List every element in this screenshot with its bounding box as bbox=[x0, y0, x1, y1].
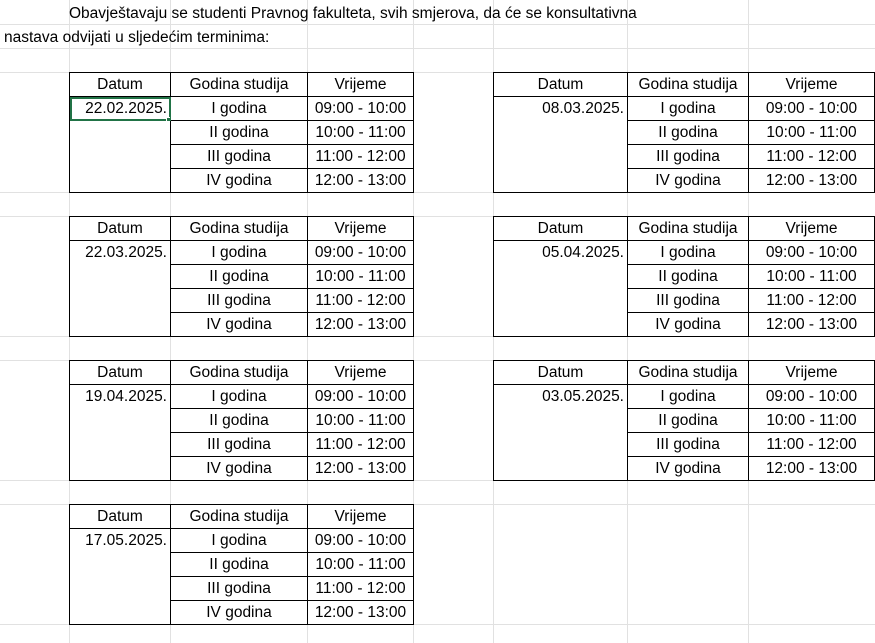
time-cell[interactable]: 12:00 - 13:00 bbox=[308, 457, 414, 481]
study-year-cell[interactable]: I godina bbox=[628, 97, 749, 121]
study-year-cell[interactable]: III godina bbox=[171, 289, 308, 313]
time-cell[interactable]: 11:00 - 12:00 bbox=[308, 145, 414, 169]
time-cell[interactable]: 11:00 - 12:00 bbox=[749, 145, 875, 169]
time-cell[interactable]: 12:00 - 13:00 bbox=[749, 457, 875, 481]
study-year-cell[interactable]: IV godina bbox=[171, 601, 308, 625]
header-vrijeme[interactable]: Vrijeme bbox=[749, 73, 875, 97]
date-cell[interactable]: 08.03.2025. bbox=[494, 97, 628, 121]
header-datum[interactable]: Datum bbox=[70, 217, 171, 241]
empty-date-cell[interactable] bbox=[70, 169, 171, 193]
table-row bbox=[70, 145, 414, 169]
date-cell[interactable]: 03.05.2025. bbox=[494, 385, 628, 409]
header-godina-studija[interactable]: Godina studija bbox=[628, 361, 749, 385]
empty-date-cell[interactable] bbox=[494, 121, 628, 145]
empty-date-cell[interactable] bbox=[70, 601, 171, 625]
study-year-cell[interactable]: III godina bbox=[628, 289, 749, 313]
time-cell[interactable]: 10:00 - 11:00 bbox=[749, 409, 875, 433]
time-cell[interactable]: 10:00 - 11:00 bbox=[749, 265, 875, 289]
empty-date-cell[interactable] bbox=[70, 457, 171, 481]
table-row bbox=[70, 529, 414, 553]
table-row bbox=[70, 553, 414, 577]
empty-date-cell[interactable] bbox=[70, 265, 171, 289]
table-row bbox=[494, 385, 875, 409]
table-row bbox=[70, 577, 414, 601]
table-row bbox=[70, 241, 414, 265]
time-cell[interactable]: 09:00 - 10:00 bbox=[749, 241, 875, 265]
study-year-cell[interactable]: II godina bbox=[171, 265, 308, 289]
study-year-cell[interactable]: II godina bbox=[171, 553, 308, 577]
empty-date-cell[interactable] bbox=[494, 265, 628, 289]
header-datum[interactable]: Datum bbox=[70, 505, 171, 529]
empty-date-cell[interactable] bbox=[70, 121, 171, 145]
time-cell[interactable]: 11:00 - 12:00 bbox=[308, 433, 414, 457]
empty-date-cell[interactable] bbox=[494, 289, 628, 313]
header-datum[interactable]: Datum bbox=[494, 361, 628, 385]
empty-date-cell[interactable] bbox=[494, 313, 628, 337]
time-cell[interactable]: 10:00 - 11:00 bbox=[749, 121, 875, 145]
time-cell[interactable]: 09:00 - 10:00 bbox=[308, 97, 414, 121]
study-year-cell[interactable]: I godina bbox=[628, 241, 749, 265]
time-cell[interactable]: 10:00 - 11:00 bbox=[308, 121, 414, 145]
header-datum[interactable]: Datum bbox=[494, 217, 628, 241]
table-row bbox=[70, 97, 414, 121]
empty-date-cell[interactable] bbox=[70, 577, 171, 601]
table-row bbox=[494, 97, 875, 121]
header-godina-studija[interactable]: Godina studija bbox=[171, 73, 308, 97]
empty-date-cell[interactable] bbox=[70, 145, 171, 169]
time-cell[interactable]: 12:00 - 13:00 bbox=[308, 313, 414, 337]
study-year-cell[interactable]: I godina bbox=[171, 241, 308, 265]
time-cell[interactable]: 11:00 - 12:00 bbox=[308, 577, 414, 601]
table-row bbox=[70, 289, 414, 313]
empty-date-cell[interactable] bbox=[70, 313, 171, 337]
study-year-cell[interactable]: IV godina bbox=[628, 313, 749, 337]
table-header-row bbox=[70, 361, 414, 385]
table-header-row bbox=[494, 361, 875, 385]
time-cell[interactable]: 11:00 - 12:00 bbox=[749, 289, 875, 313]
header-vrijeme[interactable]: Vrijeme bbox=[308, 361, 414, 385]
header-godina-studija[interactable]: Godina studija bbox=[171, 217, 308, 241]
header-datum[interactable]: Datum bbox=[70, 361, 171, 385]
table-row bbox=[70, 385, 414, 409]
empty-date-cell[interactable] bbox=[494, 457, 628, 481]
study-year-cell[interactable]: IV godina bbox=[628, 457, 749, 481]
empty-date-cell[interactable] bbox=[70, 289, 171, 313]
time-cell[interactable]: 09:00 - 10:00 bbox=[308, 385, 414, 409]
study-year-cell[interactable]: III godina bbox=[628, 433, 749, 457]
time-cell[interactable]: 12:00 - 13:00 bbox=[749, 169, 875, 193]
table-row bbox=[70, 457, 414, 481]
schedule-table bbox=[69, 504, 414, 625]
empty-date-cell[interactable] bbox=[494, 433, 628, 457]
table-row bbox=[494, 313, 875, 337]
schedule-table bbox=[69, 216, 414, 337]
time-cell[interactable]: 09:00 - 10:00 bbox=[749, 97, 875, 121]
study-year-cell[interactable]: IV godina bbox=[171, 457, 308, 481]
time-cell[interactable]: 09:00 - 10:00 bbox=[749, 385, 875, 409]
study-year-cell[interactable]: I godina bbox=[171, 97, 308, 121]
table-header-row bbox=[70, 73, 414, 97]
table-row bbox=[70, 169, 414, 193]
date-cell[interactable]: 05.04.2025. bbox=[494, 241, 628, 265]
table-header-row bbox=[70, 505, 414, 529]
table-header-row bbox=[494, 217, 875, 241]
time-cell[interactable]: 10:00 - 11:00 bbox=[308, 553, 414, 577]
header-godina-studija[interactable]: Godina studija bbox=[628, 73, 749, 97]
date-cell[interactable]: 17.05.2025. bbox=[70, 529, 171, 553]
time-cell[interactable]: 09:00 - 10:00 bbox=[308, 529, 414, 553]
schedule-table bbox=[493, 360, 875, 481]
table-row bbox=[494, 457, 875, 481]
time-cell[interactable]: 10:00 - 11:00 bbox=[308, 409, 414, 433]
study-year-cell[interactable]: I godina bbox=[171, 385, 308, 409]
study-year-cell[interactable]: I godina bbox=[628, 385, 749, 409]
table-row bbox=[70, 601, 414, 625]
header-vrijeme[interactable]: Vrijeme bbox=[749, 361, 875, 385]
empty-date-cell[interactable] bbox=[70, 553, 171, 577]
table-row bbox=[70, 313, 414, 337]
table-row bbox=[494, 433, 875, 457]
table-row bbox=[70, 265, 414, 289]
notice-line-2: nastava odvijati u sljedećim terminima: bbox=[4, 29, 270, 46]
date-cell[interactable]: 19.04.2025. bbox=[70, 385, 171, 409]
table-header-row bbox=[70, 217, 414, 241]
time-cell[interactable]: 12:00 - 13:00 bbox=[308, 169, 414, 193]
time-cell[interactable]: 12:00 - 13:00 bbox=[308, 601, 414, 625]
header-datum[interactable]: Datum bbox=[70, 73, 171, 97]
table-header-row bbox=[494, 73, 875, 97]
table-row bbox=[494, 409, 875, 433]
table-row bbox=[494, 289, 875, 313]
empty-date-cell[interactable] bbox=[494, 169, 628, 193]
table-row bbox=[494, 265, 875, 289]
study-year-cell[interactable]: III godina bbox=[171, 145, 308, 169]
study-year-cell[interactable]: II godina bbox=[628, 265, 749, 289]
header-datum[interactable]: Datum bbox=[494, 73, 628, 97]
study-year-cell[interactable]: III godina bbox=[628, 145, 749, 169]
table-row bbox=[494, 169, 875, 193]
empty-date-cell[interactable] bbox=[494, 409, 628, 433]
time-cell[interactable]: 12:00 - 13:00 bbox=[749, 313, 875, 337]
schedule-table bbox=[69, 360, 414, 481]
time-cell[interactable]: 11:00 - 12:00 bbox=[308, 289, 414, 313]
empty-date-cell[interactable] bbox=[70, 433, 171, 457]
study-year-cell[interactable]: IV godina bbox=[628, 169, 749, 193]
table-row bbox=[494, 121, 875, 145]
time-cell[interactable]: 11:00 - 12:00 bbox=[749, 433, 875, 457]
schedule-table bbox=[69, 72, 414, 193]
date-cell[interactable]: 22.03.2025. bbox=[70, 241, 171, 265]
study-year-cell[interactable]: II godina bbox=[171, 121, 308, 145]
header-vrijeme[interactable]: Vrijeme bbox=[308, 73, 414, 97]
table-row bbox=[70, 121, 414, 145]
study-year-cell[interactable]: II godina bbox=[628, 409, 749, 433]
empty-date-cell[interactable] bbox=[70, 409, 171, 433]
table-row bbox=[494, 241, 875, 265]
study-year-cell[interactable]: I godina bbox=[171, 529, 308, 553]
header-vrijeme[interactable]: Vrijeme bbox=[749, 217, 875, 241]
time-cell[interactable]: 10:00 - 11:00 bbox=[308, 265, 414, 289]
header-godina-studija[interactable]: Godina studija bbox=[171, 361, 308, 385]
study-year-cell[interactable]: III godina bbox=[171, 433, 308, 457]
header-godina-studija[interactable]: Godina studija bbox=[171, 505, 308, 529]
study-year-cell[interactable]: II godina bbox=[171, 409, 308, 433]
header-vrijeme[interactable]: Vrijeme bbox=[308, 505, 414, 529]
header-godina-studija[interactable]: Godina studija bbox=[628, 217, 749, 241]
empty-date-cell[interactable] bbox=[494, 145, 628, 169]
schedule-table bbox=[493, 216, 875, 337]
study-year-cell[interactable]: IV godina bbox=[171, 313, 308, 337]
study-year-cell[interactable]: II godina bbox=[628, 121, 749, 145]
study-year-cell[interactable]: III godina bbox=[171, 577, 308, 601]
table-row bbox=[70, 409, 414, 433]
table-row bbox=[70, 433, 414, 457]
study-year-cell[interactable]: IV godina bbox=[171, 169, 308, 193]
header-vrijeme[interactable]: Vrijeme bbox=[308, 217, 414, 241]
notice-line-1: Obavještavaju se studenti Pravnog fakulteta, svih smjerova, da će se konsultativna bbox=[69, 5, 637, 22]
time-cell[interactable]: 09:00 - 10:00 bbox=[308, 241, 414, 265]
table-row bbox=[494, 145, 875, 169]
date-cell[interactable]: 22.02.2025. bbox=[70, 97, 171, 121]
schedule-table bbox=[493, 72, 875, 193]
